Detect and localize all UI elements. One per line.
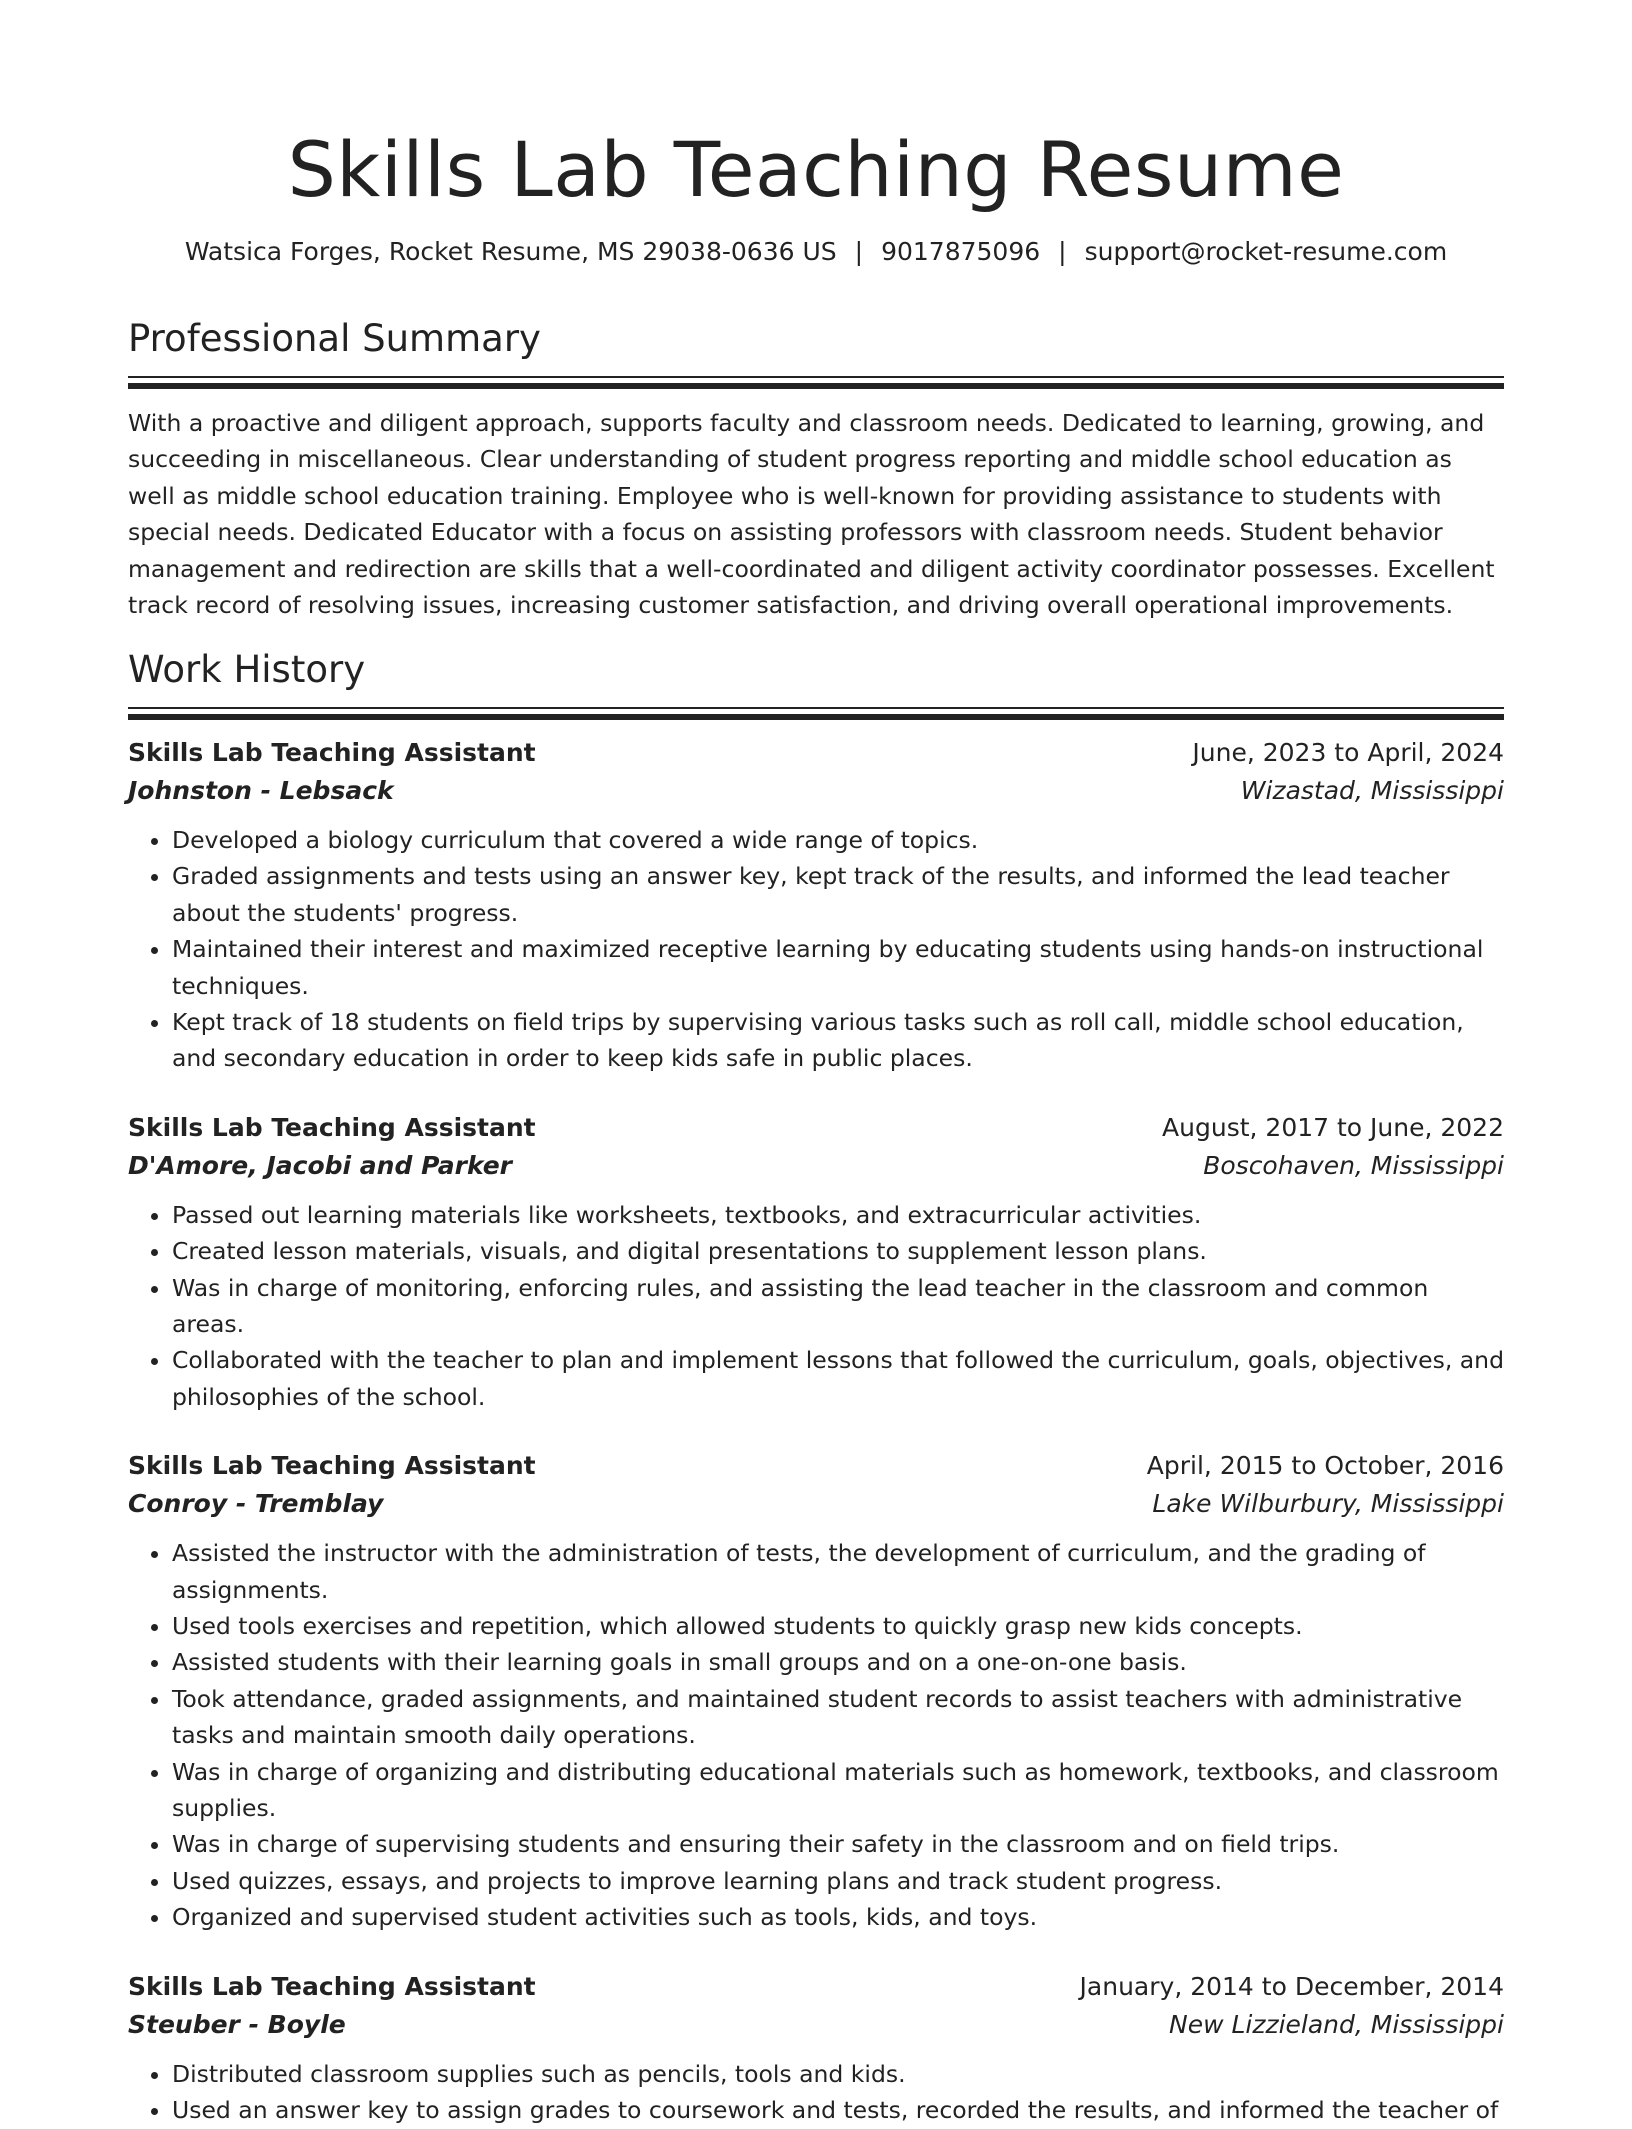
job-bullets [128,822,1504,1077]
job-bullet: • Was in charge of supervising students and ensuring their safety in the classroom and on field trips. [172,1826,1504,1862]
job-dates: January, 2014 to December, 2014 [1079,1971,1504,2001]
job-bullet: • Passed out learning materials like worksheets, textbooks, and extracurricular activities. [172,1197,1504,1233]
job-bullet: • Collaborated with the teacher to plan and implement lessons that followed the curriculum, goals, objectives, and philosophies of the school. [172,1342,1504,1415]
job-location: Boscohaven, Mississippi [1203,1150,1504,1180]
job-title: Skills Lab Teaching Assistant [128,737,536,767]
contact-address: Watsica Forges, Rocket Resume, MS 29038-0636 US [184,237,837,266]
job-company: Conroy - Tremblay [128,1489,384,1519]
resume-title: Skills Lab Teaching Resume [287,125,1345,214]
summary-text: With a proactive and diligent approach, supports faculty and classroom needs. Dedicated to learning, growing, and succeeding in miscellaneous. Clear understanding of student progress reporting and middle school education as well as middle school education training. Employee who is well-known for providing assistance to students with special needs. Dedicated Educator with a focus on assisting professors with classroom needs. Student behavior management and redirection are skills that a well-coordinated and diligent activity coordinator possesses. Excellent track record of resolving issues, increasing customer satisfaction, and driving overall operational improvements. [128,409,1495,620]
job-bullet: • Developed a biology curriculum that covered a wide range of topics. [172,822,1504,858]
contact-separator: | [854,237,864,266]
job-entry [128,1968,1504,2129]
job-bullet: • Created lesson materials, visuals, and digital presentations to supplement lesson plans. [172,1233,1504,1269]
job-bullet: • Kept track of 18 students on field trips by supervising various tasks such as roll call, middle school education, and secondary education in order to keep kids safe in public places. [172,1004,1504,1077]
job-location: New Lizzieland, Mississippi [1169,2009,1504,2039]
contact-email: support@rocket-resume.com [1084,237,1448,266]
job-bullet: • Took attendance, graded assignments, and maintained student records to assist teachers with administrative tasks and maintain smooth daily operations. [172,1681,1504,1754]
professional-summary-section [128,316,1504,623]
section-divider [128,707,1504,720]
job-entry [128,1447,1504,1935]
job-bullet: • Was in charge of organizing and distributing educational materials such as homework, textbooks, and classroom supplies. [172,1754,1504,1827]
job-bullet: • Assisted the instructor with the administration of tests, the development of curriculum, and the grading of assignments. [172,1535,1504,1608]
job-bullets [128,2056,1504,2129]
section-divider [128,376,1504,389]
job-company: Johnston - Lebsack [128,775,394,805]
work-history-section [128,647,1504,2129]
section-heading-work: Work History [128,647,366,691]
job-entry [128,1109,1504,1415]
job-bullet: • Assisted students with their learning goals in small groups and on a one-on-one basis. [172,1644,1504,1680]
job-bullet: • Used tools exercises and repetition, which allowed students to quickly grasp new kids concepts. [172,1608,1504,1644]
job-dates: April, 2015 to October, 2016 [1146,1451,1504,1481]
job-company: Steuber - Boyle [128,2009,346,2039]
job-bullet: • Organized and supervised student activities such as tools, kids, and toys. [172,1899,1504,1935]
job-title: Skills Lab Teaching Assistant [128,1112,536,1142]
job-title: Skills Lab Teaching Assistant [128,1971,536,2001]
job-bullets [128,1535,1504,1935]
job-title: Skills Lab Teaching Assistant [128,1451,536,1481]
contact-line [128,236,1504,268]
job-dates: June, 2023 to April, 2024 [1192,737,1504,767]
resume-page [128,0,1504,2129]
job-bullet: • Used an answer key to assign grades to coursework and tests, recorded the results, and informed the teacher of [172,2092,1504,2128]
job-location: Lake Wilburbury, Mississippi [1152,1489,1504,1519]
job-dates: August, 2017 to June, 2022 [1162,1112,1504,1142]
contact-separator: | [1058,237,1067,266]
job-entry [128,734,1504,1077]
job-bullets [128,1197,1504,1415]
section-heading-summary: Professional Summary [128,317,541,360]
job-company: D'Amore, Jacobi and Parker [128,1150,513,1180]
job-bullet: • Maintained their interest and maximized receptive learning by educating students using hands-on instructional techniques. [172,931,1504,1004]
job-bullet: • Graded assignments and tests using an answer key, kept track of the results, and informed the lead teacher about the students' progress. [172,858,1504,931]
job-bullet: • Was in charge of monitoring, enforcing rules, and assisting the lead teacher in the classroom and common areas. [172,1270,1504,1343]
job-location: Wizastad, Mississippi [1240,775,1504,805]
job-bullet: • Used quizzes, essays, and projects to improve learning plans and track student progress. [172,1863,1504,1899]
contact-phone: 9017875096 [881,237,1041,266]
job-bullet: • Distributed classroom supplies such as pencils, tools and kids. [172,2056,1504,2092]
